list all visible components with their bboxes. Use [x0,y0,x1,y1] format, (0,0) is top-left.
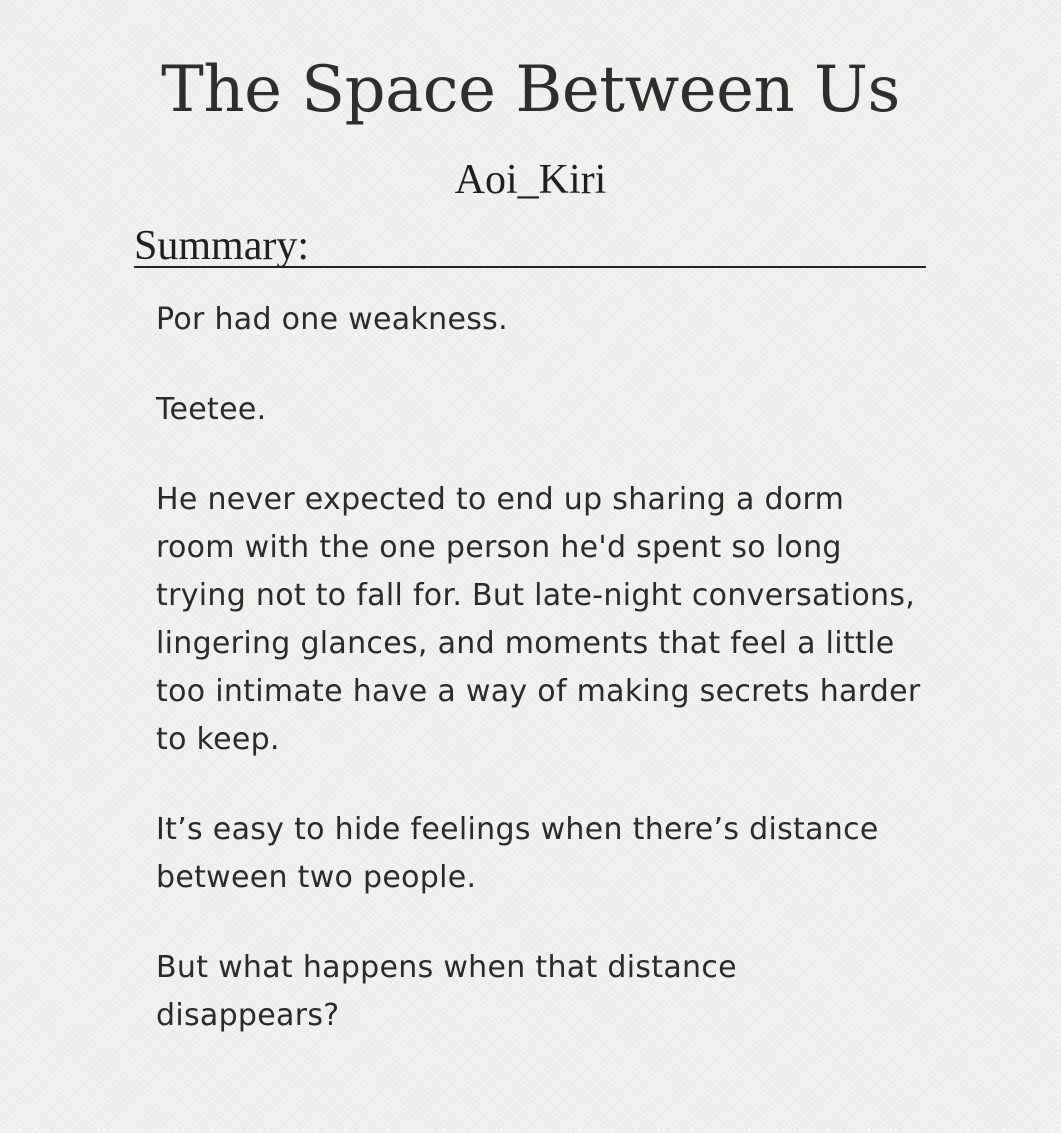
summary-paragraph: But what happens when that distance disappears? [156,950,737,1033]
work-title: The Space Between Us [161,53,900,127]
summary-heading: Summary: [134,222,926,268]
summary-paragraph: It’s easy to hide feelings when there’s distance between two people. [156,812,879,895]
summary-paragraph: Por had one weakness. [156,302,508,337]
summary-body [156,296,926,1082]
summary-paragraph: He never expected to end up sharing a dorm room with the one person he'd spent so long trying not to fall for. But late-night conversations, lingering glances, and moments that feel a little too intimate have a way of making secrets harder to keep. [156,482,921,757]
author-name[interactable]: Aoi_Kiri [454,157,607,203]
summary-paragraph: Teetee. [156,392,267,427]
